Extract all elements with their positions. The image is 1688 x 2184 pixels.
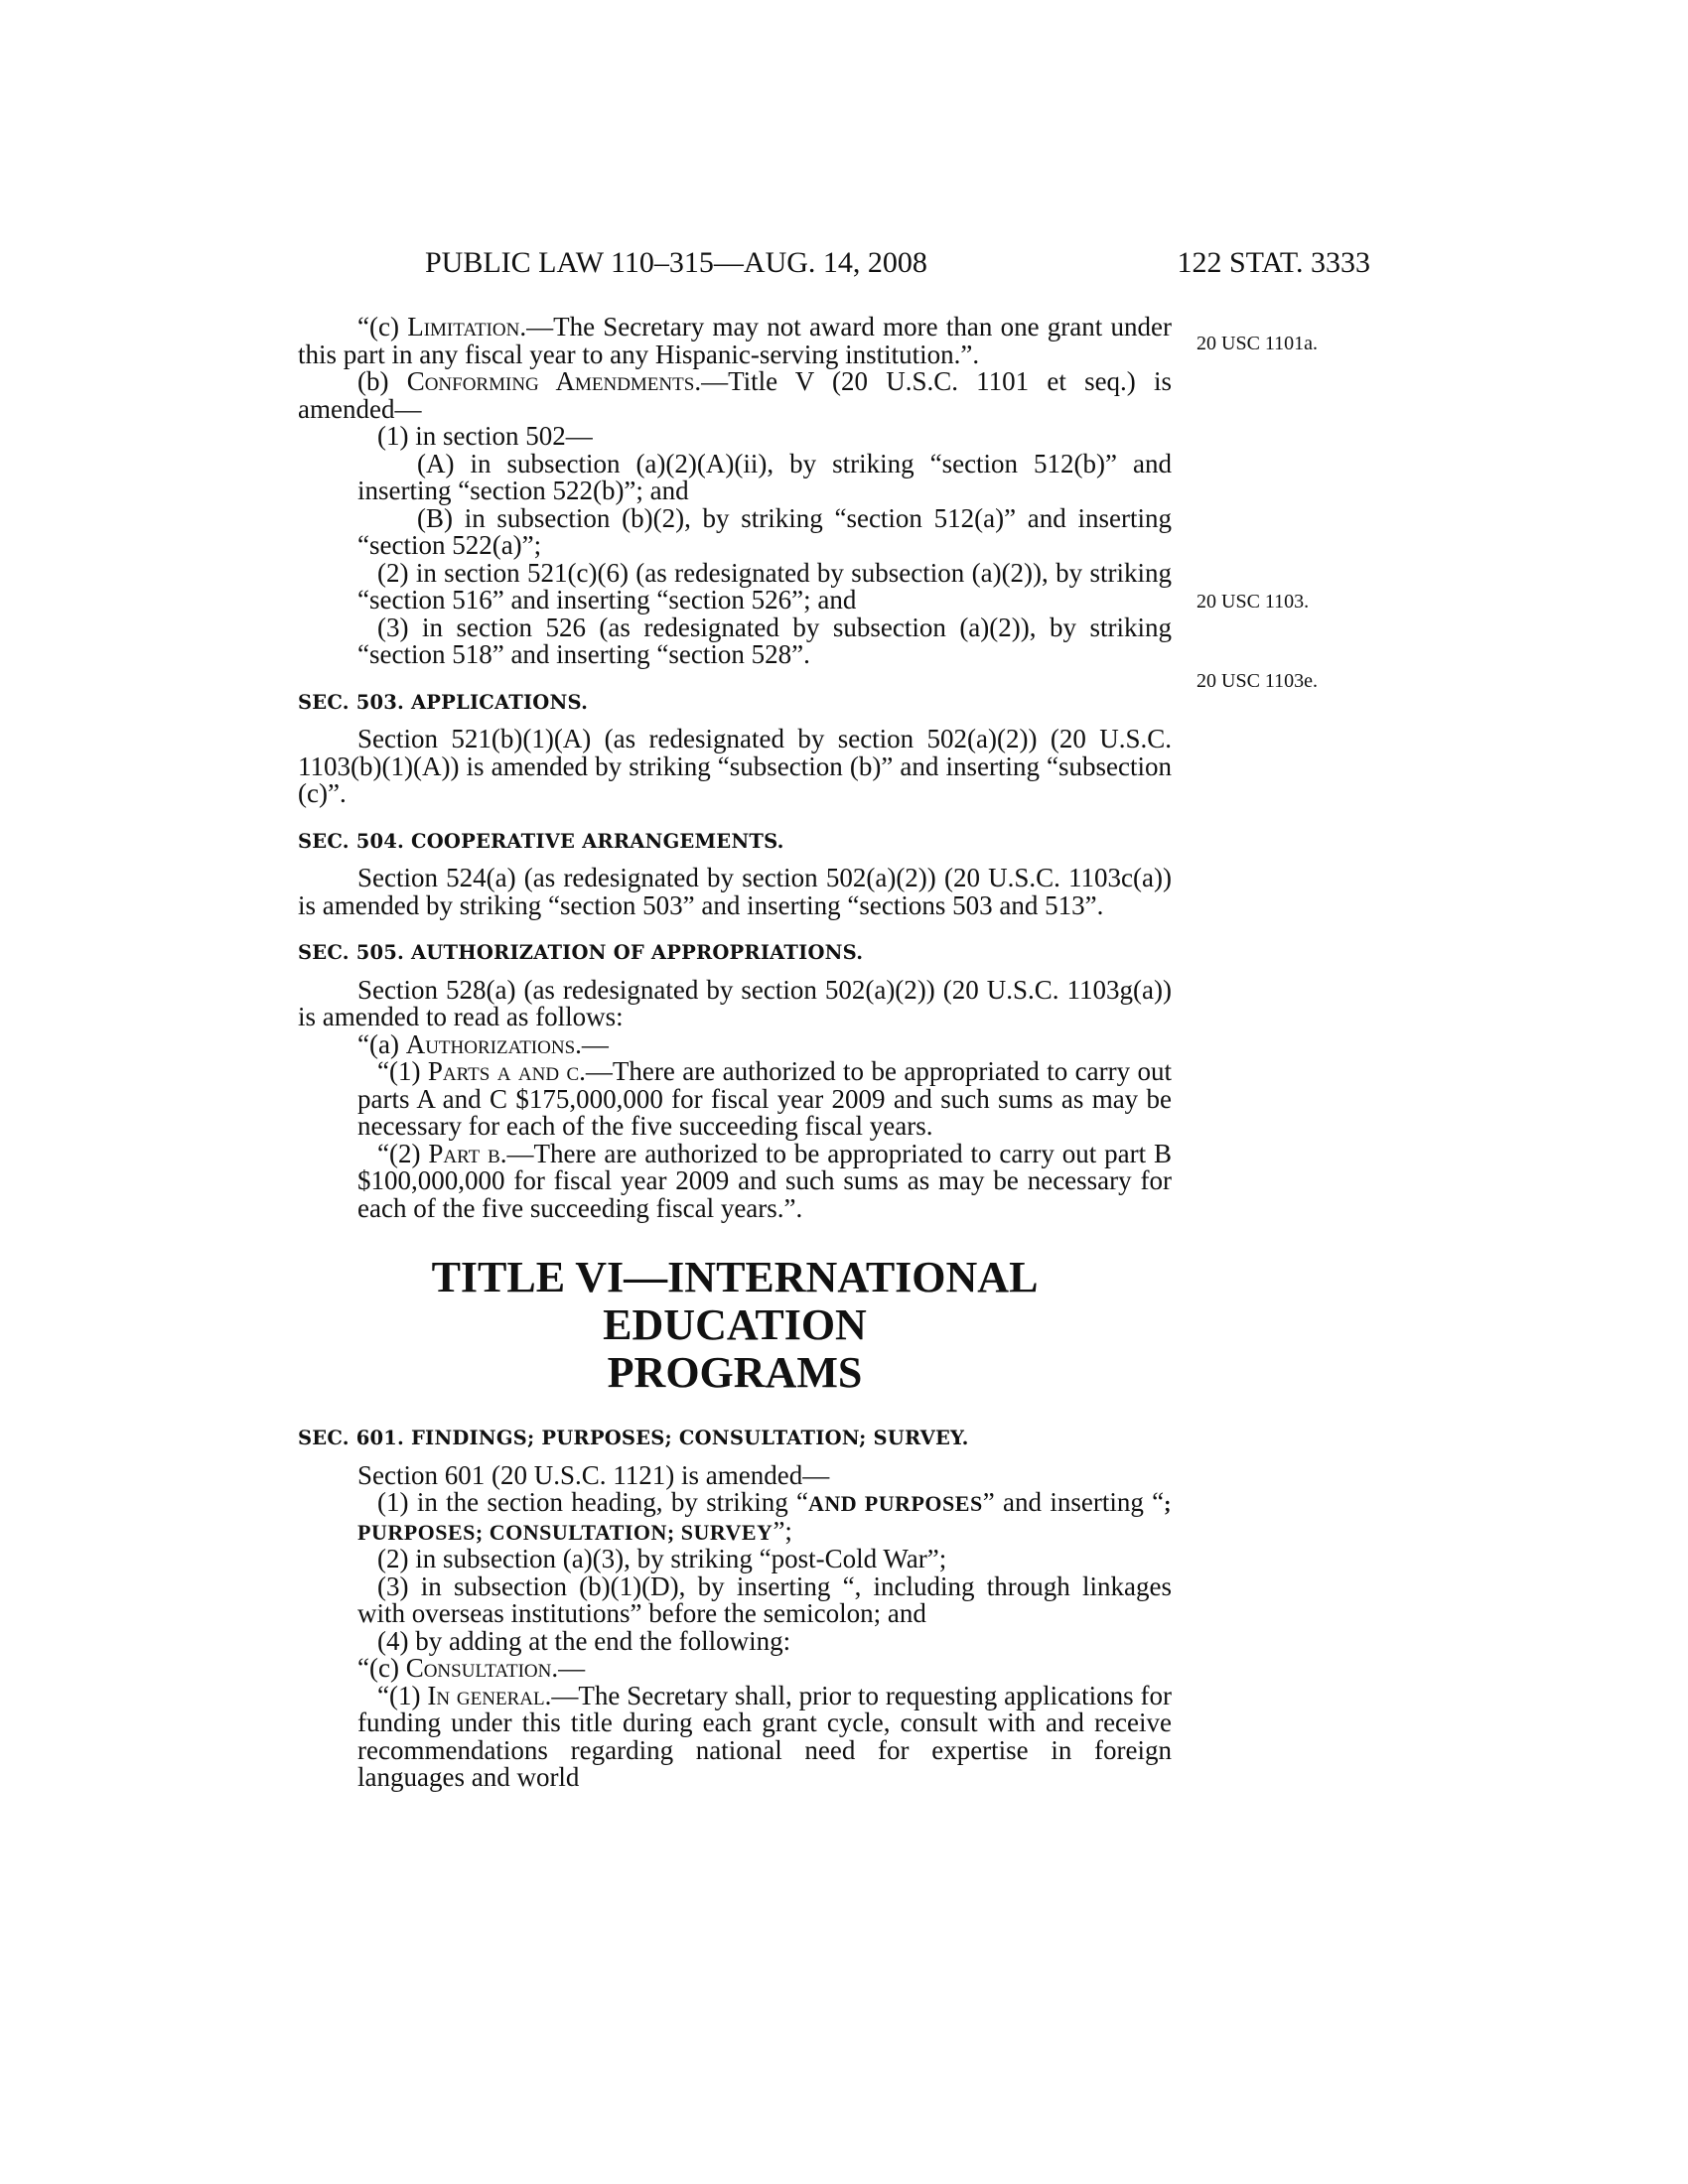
margin-note-2: 20 USC 1103. [1196,591,1310,613]
document-body [298,314,1172,1792]
title-vi-line-1: TITLE VI—INTERNATIONAL EDUCATION [431,1253,1039,1349]
list-item: (2) in subsection (a)(3), by striking “post-Cold War”; [377,1544,947,1573]
list-item: (A) in subsection (a)(2)(A)(ii), by striking “section 512(b)” and inserting “section 522(b)”; and [357,448,1172,505]
margin-note-3: 20 USC 1103e. [1196,670,1319,692]
stat-page-number: 122 STAT. 3333 [1177,246,1370,279]
list-item: (1) in section 502— [377,421,593,451]
list-item: (1) in the section heading, by striking “AND PURPOSES” and inserting “; PURPOSES; CONSULTATION; SURVEY”; [357,1487,1172,1546]
public-law-title: PUBLIC LAW 110–315—AUG. 14, 2008 [425,246,927,279]
sec-503-heading: SEC. 503. APPLICATIONS. [298,690,589,714]
part-b-paragraph: “(2) Part b.—There are authorized to be appropriated to carry out part B $100,000,000 for fiscal year 2009 and such sums as may be necessary for each of the five succeeding fiscal years.”. [357,1138,1172,1223]
title-vi-line-2: PROGRAMS [607,1348,863,1397]
authorizations-paragraph: “(a) Authorizations.— [357,1028,609,1059]
sec-503-text: Section 521(b)(1)(A) (as redesignated by section 502(a)(2)) (20 U.S.C. 1103(b)(1)(A)) is amended by striking “subsection (b)” and inserting “subsection (c)”. [298,724,1172,808]
list-item: (2) in section 521(c)(6) (as redesignated by subsection (a)(2)), by striking “section 516” and inserting “section 526”; and [357,557,1172,614]
sec-505-heading: SEC. 505. AUTHORIZATION OF APPROPRIATIONS. [298,941,864,964]
sec-504-text: Section 524(a) (as redesignated by section 502(a)(2)) (20 U.S.C. 1103c(a)) is amended by striking “section 503” and inserting “sections 503 and 513”. [298,863,1172,920]
parts-a-c-paragraph: “(1) Parts a and c.—There are authorized to be appropriated to carry out parts A and C $175,000,000 for fiscal year 2009 and such sums as may be necessary for each of the five succeeding fiscal years. [357,1056,1173,1141]
list-item: (3) in subsection (b)(1)(D), by inserting “, including through linkages with overseas institutions” before the semicolon; and [357,1570,1172,1628]
sec-601-text: Section 601 (20 U.S.C. 1121) is amended— [357,1459,830,1490]
in-general-paragraph: “(1) In general.—The Secretary shall, prior to requesting applications for funding under this title during each grant cycle, consult with and receive recommendations regarding national need for expertise in foreign languages and world [357,1680,1173,1792]
sec-601-heading: SEC. 601. FINDINGS; PURPOSES; CONSULTATION; SURVEY. [298,1427,969,1449]
limitation-paragraph: “(c) Limitation.—The Secretary may not award more than one grant under this part in any fiscal year to any Hispanic-serving institution.”. [298,312,1172,369]
margin-note-1: 20 USC 1101a. [1196,333,1319,354]
sec-505-text: Section 528(a) (as redesignated by section 502(a)(2)) (20 U.S.C. 1103g(a)) is amended to read as follows: [298,974,1172,1031]
list-item: (3) in section 526 (as redesignated by subsection (a)(2)), by striking “section 518” and inserting “section 528”. [357,612,1172,669]
list-item: (B) in subsection (b)(2), by striking “section 512(a)” and inserting “section 522(a)”; [357,502,1172,560]
title-vi-heading [298,1254,1172,1397]
conforming-amendments-paragraph: (b) Conforming Amendments.—Title V (20 U.S.C. 1101 et seq.) is amended— [298,366,1173,424]
list-item: (4) by adding at the end the following: [377,1625,791,1656]
sec-504-heading: SEC. 504. COOPERATIVE ARRANGEMENTS. [298,829,784,853]
consultation-paragraph: “(c) Consultation.— [357,1653,586,1683]
